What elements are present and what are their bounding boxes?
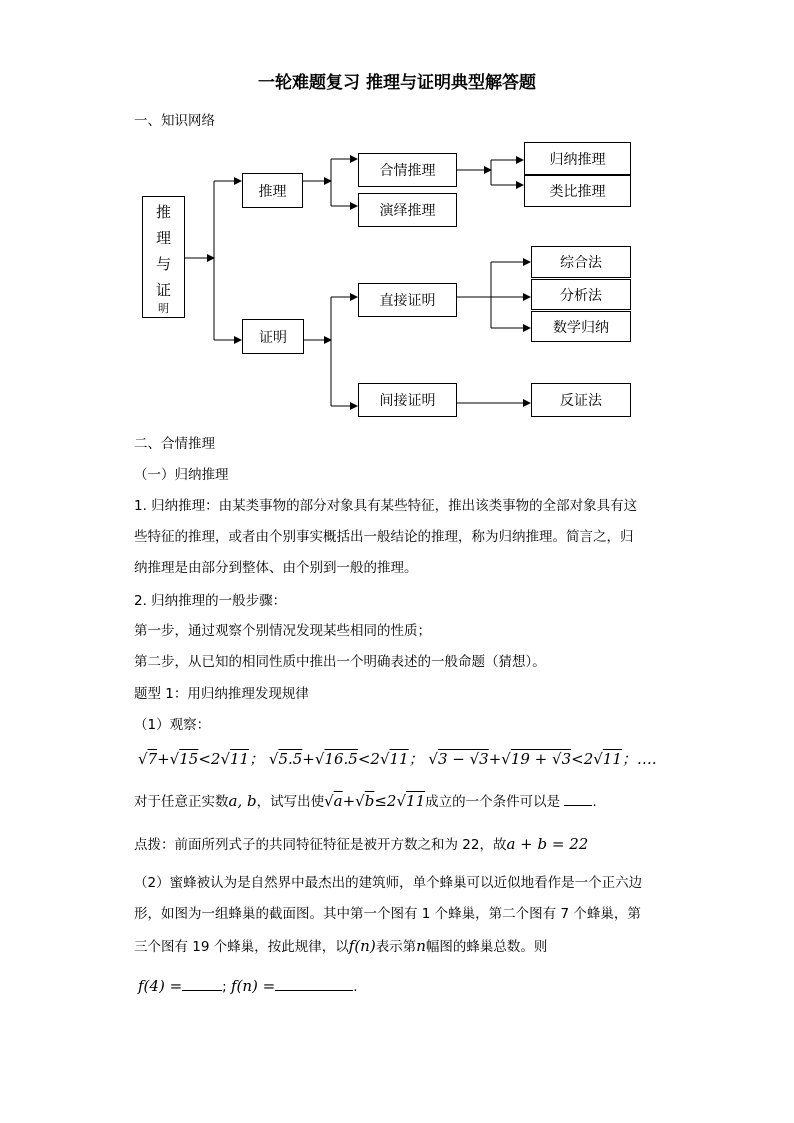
question-2-line-3 [134, 935, 547, 955]
f4-label: f(4) = [138, 977, 183, 995]
diagram-box-analysis-method: 分析法 [531, 279, 631, 310]
diagram-box-inductive-reasoning: 归纳推理 [524, 142, 631, 175]
radicand: 15 [179, 750, 199, 768]
diagram-box-proof-by-contradiction: 反证法 [531, 383, 631, 417]
step-one: 第一步，通过观察个别情况发现某些相同的性质； [134, 623, 431, 639]
diagram-box-direct-proof: 直接证明 [358, 283, 457, 317]
root-char-1: 推 [155, 203, 171, 221]
diagram-box-proof: 证明 [242, 319, 304, 354]
variable-n: n [416, 937, 426, 955]
paragraph-line-2: 些特征的推理，或者由个别事实概括出一般结论的推理，称为归纳推理。简言之，归 [134, 529, 634, 545]
question-2-line-1: （2）蜜蜂被认为是自然界中最杰出的建筑师，单个蜂巢可以近似地看作是一个正六边 [134, 875, 643, 891]
diagram-box-plausible-reasoning: 合情推理 [358, 153, 457, 187]
text: 表示第 [375, 939, 417, 955]
hint-text: 点拨：前面所列式子的共同特征特征是被开方数之和为 22，故 [134, 837, 507, 853]
section-heading-knowledge-network: 一、知识网络 [134, 113, 215, 129]
diagram-root-reasoning-and-proof [142, 196, 185, 318]
observation-formulas: √7+√15<2√11； √5.5+√16.5<2√11； √3 − √3+√19 + √3<2√11；…. [138, 750, 657, 768]
radicand: 11 [602, 750, 622, 768]
radicand: b [364, 792, 375, 810]
radicand: 11 [230, 750, 250, 768]
question-2-line-2: 形，如图为一组蜂巢的截面图。其中第一个图有 1 个蜂巢，第二个图有 7 个蜂巢，第 [134, 906, 641, 922]
diagram-box-mathematical-induction: 数学归纳 [531, 311, 631, 342]
diagram-box-indirect-proof: 间接证明 [358, 383, 457, 417]
section-heading-plausible-reasoning: 二、合情推理 [134, 436, 215, 452]
text: 三个图有 19 个蜂巢，按此规律，以 [134, 939, 349, 955]
radicand: 19 + √3 [510, 750, 572, 768]
ellipsis: …. [636, 750, 657, 768]
diagram-box-reasoning: 推理 [242, 173, 303, 208]
root-char-5: 明 [158, 302, 169, 315]
step-two: 第二步，从已知的相同性质中推出一个明确表述的一般命题（猜想）。 [134, 654, 546, 670]
function-notation: f(n) [348, 937, 376, 955]
question-1-prompt: 对于任意正实数a, b，试写出使√a+√b≤2√11成立的一个条件可以是 . [134, 792, 597, 810]
paragraph-line-1: 1. 归纳推理：由某类事物的部分对象具有某些特征，推出该类事物的全部对象具有这 [134, 498, 638, 514]
inequality: √a+√b≤2√11 [324, 792, 426, 810]
diagram-box-deductive-reasoning: 演绎推理 [358, 193, 457, 227]
vars: a, b [228, 792, 257, 810]
radicand: a [333, 792, 343, 810]
fn-answer-blank[interactable] [275, 976, 353, 991]
fn-label: f(n) = [230, 977, 276, 995]
steps-heading: 2. 归纳推理的一般步骤： [134, 593, 287, 609]
radicand: 3 − √3 [437, 750, 489, 768]
radicand: 11 [406, 792, 426, 810]
hint-line [134, 833, 588, 853]
root-char-2: 理 [155, 229, 171, 247]
paragraph-line-3: 纳推理是由部分到整体、由个别到一般的推理。 [134, 560, 418, 576]
diagram-box-synthesis-method: 综合法 [531, 246, 631, 278]
text: 成立的一个条件可以是 [425, 794, 561, 810]
subsection-inductive-reasoning: （一）归纳推理 [134, 467, 229, 483]
answer-blank[interactable] [564, 791, 592, 806]
question-1-label: （1）观察： [134, 717, 211, 733]
root-char-3: 与 [155, 255, 171, 273]
text: 幅图的蜂巢总数。则 [425, 939, 548, 955]
radicand: 16.5 [324, 750, 358, 768]
f4-answer-blank[interactable] [182, 976, 222, 991]
radicand: 7 [147, 750, 158, 768]
diagram-box-analogical-reasoning: 类比推理 [524, 175, 631, 207]
radicand: 5.5 [278, 750, 303, 768]
question-2-answers: f(4) = ; f(n) = . [138, 977, 358, 995]
text: 对于任意正实数 [134, 794, 229, 810]
radicand: 11 [389, 750, 409, 768]
problem-type-heading: 题型 1：用归纳推理发现规律 [134, 686, 309, 702]
root-char-4: 证 [155, 281, 171, 299]
hint-formula: a + b = 22 [506, 835, 589, 853]
page-title: 一轮难题复习 推理与证明典型解答题 [258, 73, 536, 93]
text: ，试写出使 [256, 794, 325, 810]
